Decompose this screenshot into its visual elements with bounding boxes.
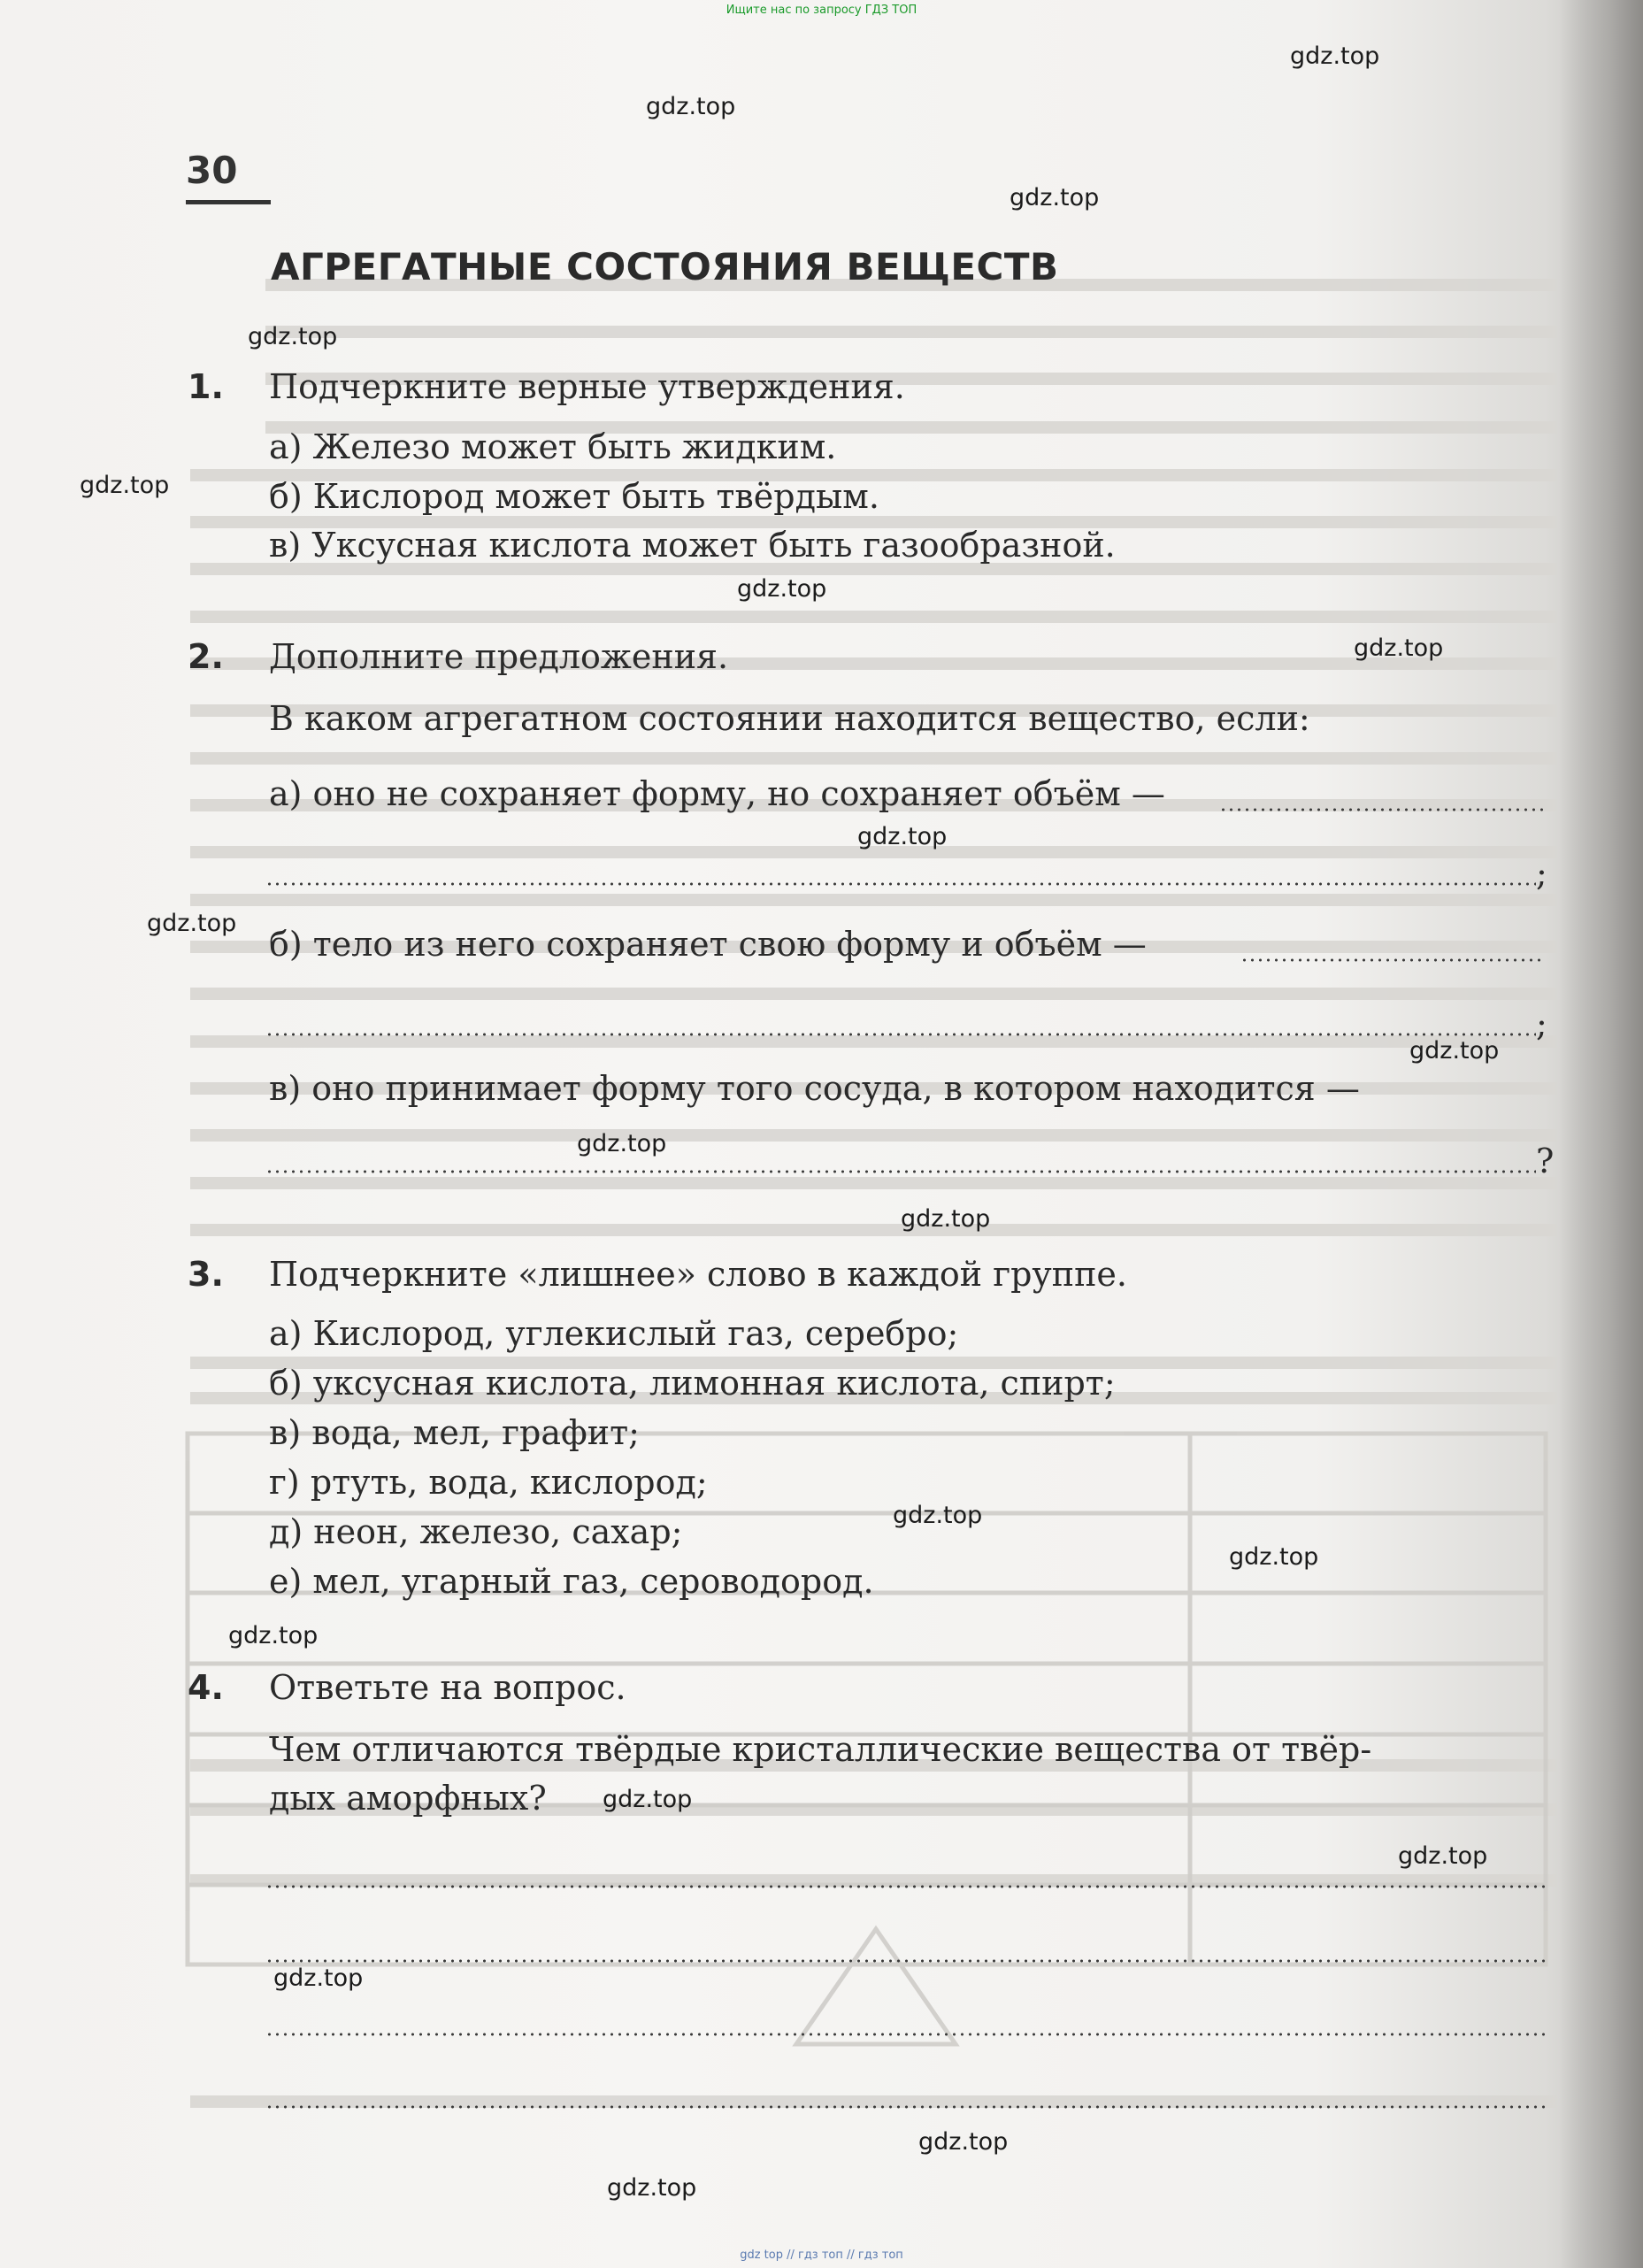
watermark: gdz.top	[1290, 42, 1380, 70]
task-2-number: 2.	[188, 637, 224, 676]
task-4-answer-line-1[interactable]	[265, 1885, 1547, 1888]
task-4-question-line-1: Чем отличаются твёрдые кристаллические вещества от твёр-	[269, 1730, 1372, 1769]
book-spine-shadow	[1559, 0, 1643, 2268]
top-banner[interactable]: Ищите нас по запросу ГДЗ ТОП	[726, 4, 917, 17]
task-4-answer-line-2[interactable]	[265, 1959, 1547, 1963]
task-1-item-a: а) Железо может быть жидким.	[269, 427, 837, 466]
watermark: gdz.top	[273, 1964, 364, 1992]
task-2-item-c-end: ?	[1536, 1142, 1555, 1180]
task-2-item-c: в) оно принимает форму того сосуда, в котором находится —	[269, 1069, 1360, 1108]
task-1-instruction: Подчеркните верные утверждения.	[269, 367, 905, 406]
watermark: gdz.top	[1010, 184, 1100, 211]
task-1-item-c: в) Уксусная кислота может быть газообразной.	[269, 526, 1116, 565]
task-4-answer-line-4[interactable]	[265, 2105, 1547, 2109]
watermark: gdz.top	[893, 1502, 983, 1529]
task-2-item-a: а) оно не сохраняет форму, но сохраняет объём —	[269, 774, 1165, 813]
watermark: gdz.top	[901, 1205, 991, 1233]
watermark: gdz.top	[603, 1786, 693, 1813]
page-title: АГРЕГАТНЫЕ СОСТОЯНИЯ ВЕЩЕСТВ	[271, 245, 1059, 288]
watermark: gdz.top	[577, 1130, 667, 1157]
watermark: gdz.top	[228, 1622, 319, 1649]
task-1-number: 1.	[188, 367, 224, 406]
task-2-answer-a-line-1[interactable]	[1219, 808, 1545, 811]
watermark: gdz.top	[1354, 634, 1444, 662]
bottom-banner[interactable]: gdz top // гдз топ // гдз топ	[740, 2249, 903, 2262]
task-2-item-b-end: ;	[1536, 1004, 1547, 1043]
task-4-instruction: Ответьте на вопрос.	[269, 1668, 626, 1707]
watermark: gdz.top	[737, 575, 827, 603]
watermark: gdz.top	[918, 2128, 1009, 2156]
task-4-question-line-2: дых аморфных?	[269, 1779, 547, 1818]
page-number-rule	[186, 200, 271, 204]
task-2-answer-a-line-2[interactable]	[265, 882, 1536, 886]
watermark: gdz.top	[857, 823, 948, 850]
task-3-item-a: а) Кислород, углекислый газ, серебро;	[269, 1314, 959, 1353]
watermark: gdz.top	[80, 472, 170, 499]
task-3-item-e: д) неон, железо, сахар;	[269, 1512, 683, 1551]
watermark: gdz.top	[646, 93, 736, 120]
task-2-item-b: б) тело из него сохраняет свою форму и объём —	[269, 925, 1147, 964]
task-2-question: В каком агрегатном состоянии находится вещество, если:	[269, 699, 1310, 738]
task-2-instruction: Дополните предложения.	[269, 637, 729, 676]
task-2-answer-b-line-1[interactable]	[1240, 958, 1545, 962]
task-2-answer-b-line-2[interactable]	[265, 1033, 1536, 1036]
watermark: gdz.top	[607, 2174, 697, 2202]
task-4-number: 4.	[188, 1668, 224, 1707]
task-3-item-f: е) мел, угарный газ, сероводород.	[269, 1562, 874, 1601]
page-number: 30	[186, 149, 238, 192]
task-4-answer-line-3[interactable]	[265, 2033, 1547, 2036]
task-3-item-d: г) ртуть, вода, кислород;	[269, 1463, 708, 1502]
task-1-item-b: б) Кислород может быть твёрдым.	[269, 477, 879, 516]
watermark: gdz.top	[248, 323, 338, 350]
task-3-item-b: б) уксусная кислота, лимонная кислота, спирт;	[269, 1364, 1116, 1403]
task-2-item-a-end: ;	[1536, 854, 1547, 893]
task-3-number: 3.	[188, 1255, 224, 1294]
task-3-instruction: Подчеркните «лишнее» слово в каждой группе.	[269, 1255, 1128, 1294]
watermark: gdz.top	[147, 910, 237, 937]
watermark: gdz.top	[1398, 1842, 1488, 1870]
watermark: gdz.top	[1409, 1037, 1500, 1065]
task-3-item-c: в) вода, мел, графит;	[269, 1413, 640, 1452]
watermark: gdz.top	[1229, 1543, 1319, 1571]
task-2-answer-c-line[interactable]	[265, 1170, 1536, 1173]
